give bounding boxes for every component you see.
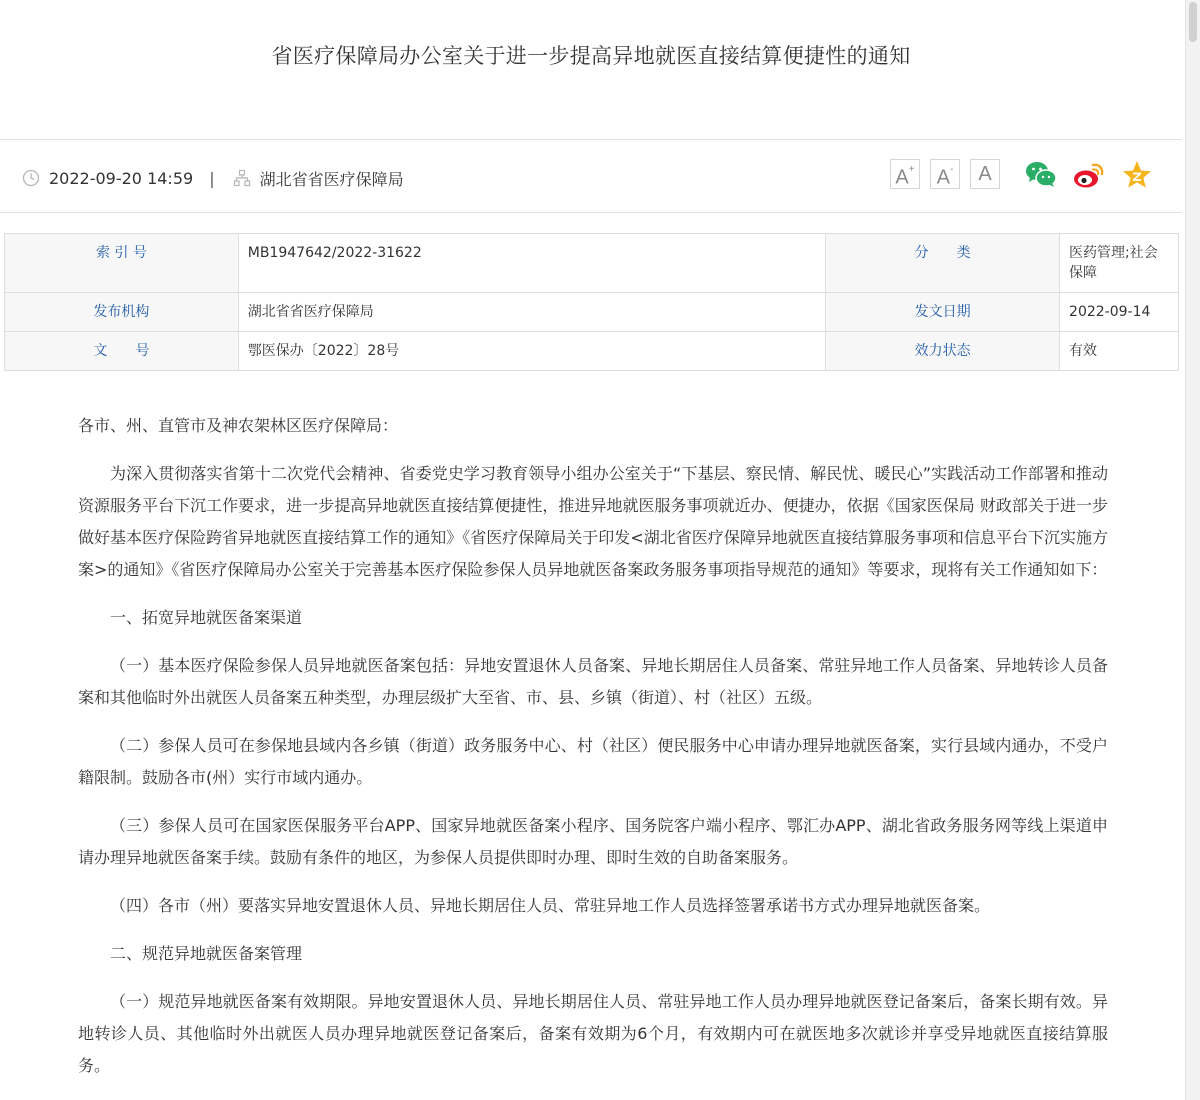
docno-value: 鄂医保办〔2022〕28号	[238, 332, 825, 371]
font-increase-label: A	[895, 166, 909, 189]
scrollbar-thumb[interactable]	[1189, 2, 1197, 42]
category-label: 分 类	[826, 234, 1060, 293]
docno-label: 文 号	[5, 332, 239, 371]
organization-icon	[233, 169, 251, 187]
section1-paragraph-1: （一）基本医疗保险参保人员异地就医备案包括：异地安置退休人员备案、异地长期居住人员备案、常驻异地工作人员备案、异地转诊人员备案和其他临时外出就医人员备案五种类型，办理层级扩大至省、市、县、乡镇（街道）、村（社区）五级。	[78, 656, 1108, 707]
favorite-button[interactable]	[1120, 158, 1154, 192]
font-decrease-button[interactable]	[930, 159, 960, 189]
publish-datetime: 2022-09-20 14:59	[49, 168, 194, 188]
section1-paragraph-2: （二）参保人员可在参保地县域内各乡镇（街道）政务服务中心、村（社区）便民服务中心申请办理异地就医备案，实行县域内通办，不受户籍限制。鼓励各市(州）实行市域内通办。	[78, 736, 1108, 787]
index-value: MB1947642/2022-31622	[238, 234, 825, 293]
info-row-docno	[5, 332, 1179, 371]
date-value: 2022-09-14	[1060, 293, 1179, 332]
wechat-icon	[1024, 158, 1058, 192]
font-reset-label: A	[978, 163, 992, 185]
weibo-share-button[interactable]	[1072, 158, 1106, 192]
date-label: 发文日期	[826, 293, 1060, 332]
divider-bottom	[0, 212, 1182, 213]
info-row-publisher	[5, 293, 1179, 332]
page-title: 省医疗保障局办公室关于进一步提高异地就医直接结算便捷性的通知	[271, 44, 911, 68]
font-increase-sup: +	[908, 164, 915, 175]
category-value: 医药管理;社会保障	[1060, 234, 1179, 293]
page-scrollbar[interactable]	[1185, 0, 1200, 1100]
weibo-icon	[1072, 158, 1106, 192]
font-reset-button[interactable]	[970, 159, 1000, 189]
document-info-table	[4, 233, 1179, 371]
intro-paragraph: 为深入贯彻落实省第十二次党代会精神、省委党史学习教育领导小组办公室关于“下基层、察民情、解民忧、暖民心”实践活动工作部署和推动资源服务平台下沉工作要求，进一步提高异地就医直接结算便捷性，推进异地就医服务事项就近办、便捷办，依据《国家医保局 财政部关于进一步做好基本医疗保险跨省异地就医直接结算工作的通知》《省医疗保障局关于印发<湖北省医疗保障异地就医直接结算服务事项和信息平台下沉实施方案>的通知》《省医疗保障局办公室关于完善基本医疗保险参保人员异地就医备案政务服务事项指导规范的通知》等要求，现将有关工作通知如下：	[78, 464, 1108, 579]
status-value: 有效	[1060, 332, 1179, 371]
status-label: 效力状态	[826, 332, 1060, 371]
clock-icon	[22, 169, 40, 187]
publish-source: 湖北省省医疗保障局	[259, 169, 404, 189]
section1-paragraph-3: （三）参保人员可在国家医保服务平台APP、国家异地就医备案小程序、国务院客户端小程序、鄂汇办APP、湖北省政务服务网等线上渠道申请办理异地就医备案手续。鼓励有条件的地区，为参保人员提供即时办理、即时生效的自助备案服务。	[78, 816, 1108, 867]
article-content	[78, 410, 1108, 1098]
article-meta	[22, 166, 404, 190]
section1-paragraph-4: （四）各市（州）要落实异地安置退休人员、异地长期居住人员、常驻异地工作人员选择签署承诺书方式办理异地就医备案。	[110, 896, 991, 915]
divider-top	[0, 139, 1182, 140]
section-heading-1: 一、拓宽异地就医备案渠道	[110, 608, 303, 627]
section2-paragraph-1: （一）规范异地就医备案有效期限。异地安置退休人员、异地长期居住人员、常驻异地工作人员办理异地就医登记备案后，备案长期有效。异地转诊人员、其他临时外出就医人员办理异地就医登记备案后，备案有效期为6个月，有效期内可在就医地多次就诊并享受异地就医直接结算服务。	[78, 992, 1108, 1075]
publisher-label: 发布机构	[5, 293, 239, 332]
meta-separator: |	[209, 168, 215, 188]
font-decrease-sup: -	[950, 164, 954, 175]
star-icon	[1120, 158, 1154, 192]
section-heading-2: 二、规范异地就医备案管理	[110, 944, 303, 963]
publisher-value: 湖北省省医疗保障局	[238, 293, 825, 332]
wechat-share-button[interactable]	[1024, 158, 1058, 192]
font-increase-button[interactable]	[890, 159, 920, 189]
info-row-index	[5, 234, 1179, 293]
font-decrease-label: A	[936, 166, 950, 189]
index-label: 索 引 号	[5, 234, 239, 293]
salutation: 各市、州、直管市及神农架林区医疗保障局：	[78, 416, 399, 435]
